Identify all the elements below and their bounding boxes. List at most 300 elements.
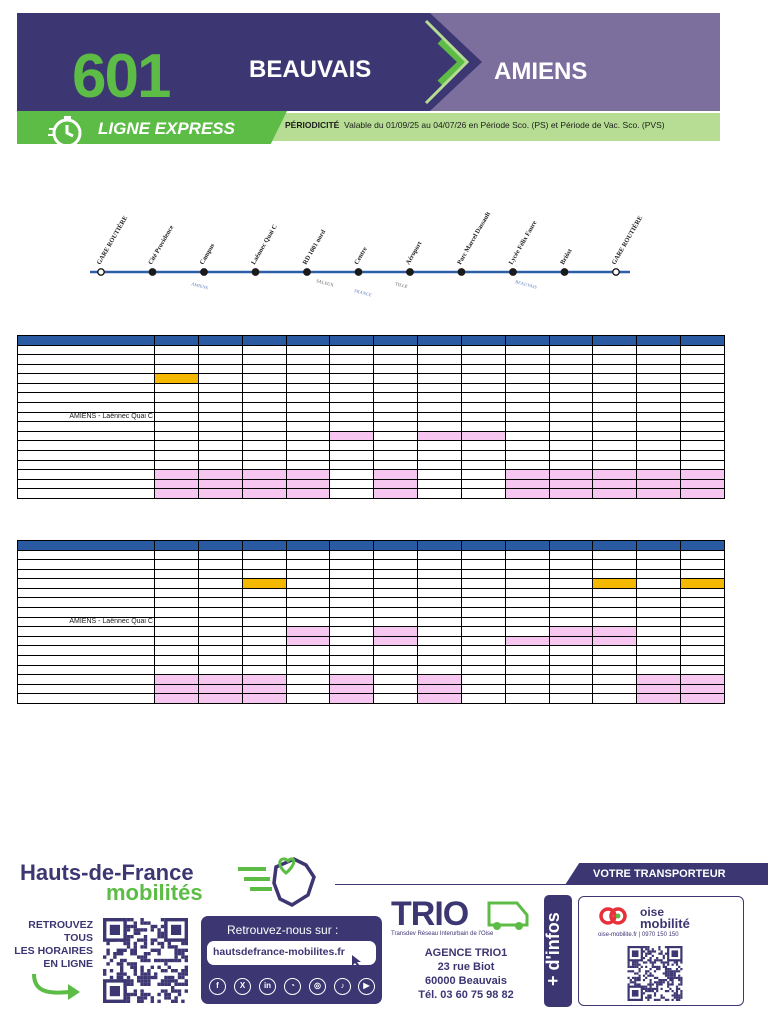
- route-stop-dot: [98, 269, 104, 275]
- time-cell: [681, 655, 725, 665]
- route-stop-label: Centre: [353, 246, 369, 266]
- time-cell: [418, 627, 462, 637]
- time-cell: [418, 569, 462, 579]
- time-cell: [374, 684, 418, 694]
- time-cell: [418, 675, 462, 685]
- time-cell: [549, 336, 593, 346]
- time-cell: [330, 383, 374, 393]
- time-cell: [593, 675, 637, 685]
- brand-name-line2: mobilités: [106, 880, 203, 905]
- time-cell: [418, 598, 462, 608]
- time-cell: [681, 550, 725, 560]
- time-cell: [198, 374, 242, 384]
- time-cell: [418, 336, 462, 346]
- time-cell: [593, 345, 637, 355]
- time-cell: [198, 470, 242, 480]
- time-cell: [330, 579, 374, 589]
- time-cell: [155, 441, 199, 451]
- time-cell: [593, 541, 637, 551]
- time-cell: [505, 560, 549, 570]
- time-cell: [681, 646, 725, 656]
- time-cell: [461, 422, 505, 432]
- time-cell: [374, 355, 418, 365]
- time-cell: [198, 636, 242, 646]
- social-title: Retrouvez-nous sur :: [227, 923, 339, 937]
- time-cell: [681, 412, 725, 422]
- table-row: [18, 364, 725, 374]
- time-cell: [593, 646, 637, 656]
- time-cell: [637, 441, 681, 451]
- time-cell: [549, 345, 593, 355]
- stop-name-cell: [18, 479, 155, 489]
- time-cell: [418, 694, 462, 704]
- qr-code-icon[interactable]: [625, 946, 685, 1001]
- time-cell: [242, 393, 286, 403]
- time-cell: [549, 364, 593, 374]
- route-stop-label: Aéroport: [404, 240, 424, 266]
- stopwatch-icon: [48, 114, 84, 150]
- time-cell: [461, 550, 505, 560]
- time-cell: [198, 489, 242, 499]
- time-cell: [418, 608, 462, 618]
- snapchat-icon[interactable]: ◔: [284, 978, 301, 995]
- route-stop-label: Cité Providence: [147, 224, 176, 266]
- linkedin-icon[interactable]: in: [259, 978, 276, 995]
- time-cell: [330, 608, 374, 618]
- time-cell: [461, 560, 505, 570]
- time-cell: [330, 479, 374, 489]
- time-cell: [505, 684, 549, 694]
- time-cell: [549, 694, 593, 704]
- time-cell: [330, 355, 374, 365]
- time-cell: [286, 608, 330, 618]
- time-cell: [155, 579, 199, 589]
- time-cell: [505, 636, 549, 646]
- time-cell: [374, 694, 418, 704]
- express-label: LIGNE EXPRESS: [98, 119, 235, 138]
- time-cell: [155, 560, 199, 570]
- time-cell: [330, 364, 374, 374]
- time-cell: [374, 460, 418, 470]
- time-cell: [637, 636, 681, 646]
- route-stop-dot: [201, 269, 207, 275]
- time-cell: [549, 627, 593, 637]
- time-cell: [593, 655, 637, 665]
- time-cell: [286, 569, 330, 579]
- time-cell: [242, 364, 286, 374]
- periodicity-text: [285, 120, 665, 130]
- time-cell: [418, 617, 462, 627]
- time-cell: [681, 355, 725, 365]
- time-cell: [418, 374, 462, 384]
- route-city-label: SALEUX: [315, 278, 335, 288]
- table-row: [18, 655, 725, 665]
- time-cell: [593, 694, 637, 704]
- time-cell: [198, 579, 242, 589]
- time-cell: [155, 393, 199, 403]
- time-cell: [330, 374, 374, 384]
- time-cell: [286, 684, 330, 694]
- time-cell: [593, 441, 637, 451]
- stop-name-cell: [18, 675, 155, 685]
- time-cell: [637, 460, 681, 470]
- time-cell: [461, 336, 505, 346]
- time-cell: [461, 694, 505, 704]
- time-cell: [418, 684, 462, 694]
- time-cell: [681, 588, 725, 598]
- time-cell: [198, 450, 242, 460]
- time-cell: [374, 560, 418, 570]
- timetable-1: [17, 335, 725, 499]
- time-cell: [242, 441, 286, 451]
- table-row: [18, 479, 725, 489]
- time-cell: [374, 470, 418, 480]
- time-cell: [505, 579, 549, 589]
- table-row: [18, 579, 725, 589]
- time-cell: [505, 479, 549, 489]
- time-cell: [505, 655, 549, 665]
- time-cell: [155, 336, 199, 346]
- time-cell: [374, 588, 418, 598]
- time-cell: [505, 608, 549, 618]
- transporter-label: VOTRE TRANSPORTEUR: [593, 868, 726, 880]
- instagram-icon[interactable]: ◎: [309, 978, 326, 995]
- stop-name-cell: [18, 355, 155, 365]
- periodicity-value: Valable du 01/09/25 au 04/07/26 en Période Sco. (PS) et Période de Vac. Sco. (PVS): [344, 120, 665, 130]
- table-row: [18, 675, 725, 685]
- route-stop-label: Briôst: [559, 247, 574, 266]
- stop-name-cell: [18, 694, 155, 704]
- time-cell: [637, 598, 681, 608]
- route-stop-dot: [561, 269, 567, 275]
- time-cell: [593, 403, 637, 413]
- time-cell: [374, 608, 418, 618]
- time-cell: [681, 684, 725, 694]
- time-cell: [549, 393, 593, 403]
- time-cell: [242, 383, 286, 393]
- brand-name-line1: Hauts-de-France: [20, 860, 194, 885]
- time-cell: [681, 489, 725, 499]
- stop-name-cell: [18, 684, 155, 694]
- time-cell: [637, 588, 681, 598]
- time-cell: [461, 345, 505, 355]
- time-cell: [330, 675, 374, 685]
- time-cell: [549, 383, 593, 393]
- time-cell: [330, 460, 374, 470]
- table-row: [18, 569, 725, 579]
- time-cell: [198, 364, 242, 374]
- time-cell: [461, 541, 505, 551]
- time-cell: [418, 646, 462, 656]
- route-stop-dot: [355, 269, 361, 275]
- time-cell: [681, 374, 725, 384]
- time-cell: [286, 422, 330, 432]
- time-cell: [330, 431, 374, 441]
- time-cell: [155, 431, 199, 441]
- route-stop-label: GARE ROUTIÈRE: [610, 214, 645, 266]
- time-cell: [242, 450, 286, 460]
- time-cell: [155, 608, 199, 618]
- time-cell: [505, 627, 549, 637]
- time-cell: [330, 403, 374, 413]
- time-cell: [155, 588, 199, 598]
- trio-subtitle: Transdev Réseau Interurbain de l'Oise: [391, 931, 494, 937]
- destination-city: AMIENS: [494, 58, 588, 85]
- time-cell: [374, 598, 418, 608]
- time-cell: [330, 617, 374, 627]
- time-cell: [330, 450, 374, 460]
- time-cell: [549, 460, 593, 470]
- stop-name-cell: [18, 655, 155, 665]
- stop-name-cell: [18, 460, 155, 470]
- time-cell: [461, 684, 505, 694]
- time-cell: [374, 450, 418, 460]
- time-cell: [374, 345, 418, 355]
- time-cell: [418, 460, 462, 470]
- time-cell: [593, 470, 637, 480]
- time-cell: [593, 665, 637, 675]
- table-row: [18, 450, 725, 460]
- facebook-icon[interactable]: f: [209, 978, 226, 995]
- time-cell: [155, 617, 199, 627]
- time-cell: [549, 569, 593, 579]
- time-cell: [374, 579, 418, 589]
- table-row: [18, 460, 725, 470]
- time-cell: [374, 412, 418, 422]
- time-cell: [637, 403, 681, 413]
- time-cell: [242, 627, 286, 637]
- time-cell: [155, 489, 199, 499]
- table-row: [18, 646, 725, 656]
- time-cell: [461, 374, 505, 384]
- time-cell: [637, 355, 681, 365]
- route-city-label: FRANCE: [353, 288, 373, 298]
- oise-mobilite-logo-icon: [598, 905, 628, 927]
- time-cell: [681, 694, 725, 704]
- time-cell: [242, 675, 286, 685]
- table-row: [18, 345, 725, 355]
- time-cell: [593, 569, 637, 579]
- stop-name-cell: [18, 569, 155, 579]
- time-cell: [418, 489, 462, 499]
- time-cell: [330, 655, 374, 665]
- time-cell: [461, 655, 505, 665]
- time-cell: [637, 665, 681, 675]
- time-cell: [418, 431, 462, 441]
- oise-mobilite-contact: oise-mobilite.fr | 0970 150 150: [598, 932, 679, 938]
- time-cell: [242, 479, 286, 489]
- stop-name-cell: [18, 441, 155, 451]
- time-cell: [286, 579, 330, 589]
- time-cell: [242, 403, 286, 413]
- tiktok-icon[interactable]: ♪: [334, 978, 351, 995]
- time-cell: [330, 470, 374, 480]
- time-cell: [461, 450, 505, 460]
- time-cell: [461, 665, 505, 675]
- time-cell: [155, 355, 199, 365]
- time-cell: [549, 489, 593, 499]
- time-cell: [242, 431, 286, 441]
- time-cell: [681, 393, 725, 403]
- stop-name-cell: [18, 364, 155, 374]
- time-cell: [286, 598, 330, 608]
- qr-code-icon[interactable]: [98, 918, 193, 1003]
- time-cell: [549, 412, 593, 422]
- time-cell: [637, 579, 681, 589]
- time-cell: [286, 675, 330, 685]
- time-cell: [242, 569, 286, 579]
- stop-name-cell: [18, 393, 155, 403]
- time-cell: [286, 588, 330, 598]
- time-cell: [637, 470, 681, 480]
- time-cell: [681, 345, 725, 355]
- svg-text:TRIO: TRIO: [391, 895, 469, 933]
- time-cell: [155, 569, 199, 579]
- time-cell: [505, 403, 549, 413]
- x-icon[interactable]: X: [234, 978, 251, 995]
- time-cell: [681, 431, 725, 441]
- time-cell: [461, 412, 505, 422]
- time-cell: [374, 489, 418, 499]
- time-cell: [198, 355, 242, 365]
- time-cell: [418, 450, 462, 460]
- time-cell: [505, 598, 549, 608]
- time-cell: [242, 588, 286, 598]
- time-cell: [242, 541, 286, 551]
- time-cell: [198, 684, 242, 694]
- time-cell: [155, 694, 199, 704]
- time-cell: [330, 627, 374, 637]
- time-cell: [155, 374, 199, 384]
- time-cell: [198, 694, 242, 704]
- time-cell: [330, 345, 374, 355]
- time-cell: [549, 579, 593, 589]
- route-stop-dot: [304, 269, 310, 275]
- time-cell: [330, 560, 374, 570]
- time-cell: [637, 383, 681, 393]
- time-cell: [286, 489, 330, 499]
- time-cell: [418, 470, 462, 480]
- table-row: [18, 489, 725, 499]
- time-cell: [374, 627, 418, 637]
- time-cell: [637, 694, 681, 704]
- line-number: 601: [72, 42, 170, 111]
- time-cell: [198, 598, 242, 608]
- time-cell: [681, 441, 725, 451]
- table-row: [18, 412, 725, 422]
- time-cell: [505, 431, 549, 441]
- time-cell: [637, 608, 681, 618]
- table-header-row: [18, 541, 725, 551]
- time-cell: [374, 441, 418, 451]
- time-cell: [374, 665, 418, 675]
- stop-name-cell: [18, 345, 155, 355]
- time-cell: [461, 646, 505, 656]
- time-cell: [330, 336, 374, 346]
- table-row: [18, 383, 725, 393]
- time-cell: [461, 598, 505, 608]
- time-cell: [681, 383, 725, 393]
- time-cell: [593, 489, 637, 499]
- time-cell: [461, 569, 505, 579]
- table-header-row: [18, 336, 725, 346]
- time-cell: [593, 560, 637, 570]
- time-cell: [637, 569, 681, 579]
- periodicity-title: PÉRIODICITÉ: [285, 120, 340, 130]
- time-cell: [374, 655, 418, 665]
- time-cell: [242, 655, 286, 665]
- time-cell: [549, 470, 593, 480]
- time-cell: [681, 479, 725, 489]
- time-cell: [198, 441, 242, 451]
- time-cell: [505, 569, 549, 579]
- time-cell: [242, 374, 286, 384]
- time-cell: [505, 422, 549, 432]
- time-cell: [549, 598, 593, 608]
- time-cell: [198, 608, 242, 618]
- time-cell: [286, 617, 330, 627]
- time-cell: [461, 383, 505, 393]
- time-cell: [461, 470, 505, 480]
- time-cell: [286, 646, 330, 656]
- time-cell: [418, 383, 462, 393]
- route-city-label: TILLÉ: [394, 281, 409, 290]
- time-cell: [198, 550, 242, 560]
- stop-name-cell: [18, 646, 155, 656]
- stop-name-cell: [18, 336, 155, 346]
- time-cell: [681, 403, 725, 413]
- time-cell: [505, 541, 549, 551]
- agency-phone[interactable]: Tél. 03 60 75 98 82: [418, 989, 514, 1001]
- table-row: [18, 684, 725, 694]
- route-stop-dot: [458, 269, 464, 275]
- time-cell: [418, 364, 462, 374]
- table-row: [18, 608, 725, 618]
- time-cell: [198, 345, 242, 355]
- table-row: [18, 441, 725, 451]
- website-link[interactable]: hautsdefrance-mobilites.fr: [213, 946, 345, 958]
- online-schedules-text: RETROUVEZ TOUS LES HORAIRES EN LIGNE: [14, 919, 93, 970]
- youtube-icon[interactable]: ▶: [358, 978, 375, 995]
- time-cell: [461, 479, 505, 489]
- time-cell: [549, 684, 593, 694]
- time-cell: [681, 460, 725, 470]
- time-cell: [198, 460, 242, 470]
- time-cell: [155, 460, 199, 470]
- time-cell: [286, 403, 330, 413]
- time-cell: [461, 393, 505, 403]
- stop-name-cell: [18, 636, 155, 646]
- time-cell: [681, 450, 725, 460]
- time-cell: [593, 412, 637, 422]
- time-cell: [681, 675, 725, 685]
- time-cell: [198, 560, 242, 570]
- time-cell: [286, 393, 330, 403]
- time-cell: [242, 579, 286, 589]
- time-cell: [242, 489, 286, 499]
- time-cell: [242, 336, 286, 346]
- time-cell: [637, 479, 681, 489]
- time-cell: [418, 441, 462, 451]
- time-cell: [374, 675, 418, 685]
- time-cell: [242, 355, 286, 365]
- time-cell: [505, 588, 549, 598]
- time-cell: [374, 569, 418, 579]
- time-cell: [593, 684, 637, 694]
- time-cell: [242, 560, 286, 570]
- time-cell: [505, 393, 549, 403]
- route-city-label: BEAUVAIS: [514, 279, 538, 290]
